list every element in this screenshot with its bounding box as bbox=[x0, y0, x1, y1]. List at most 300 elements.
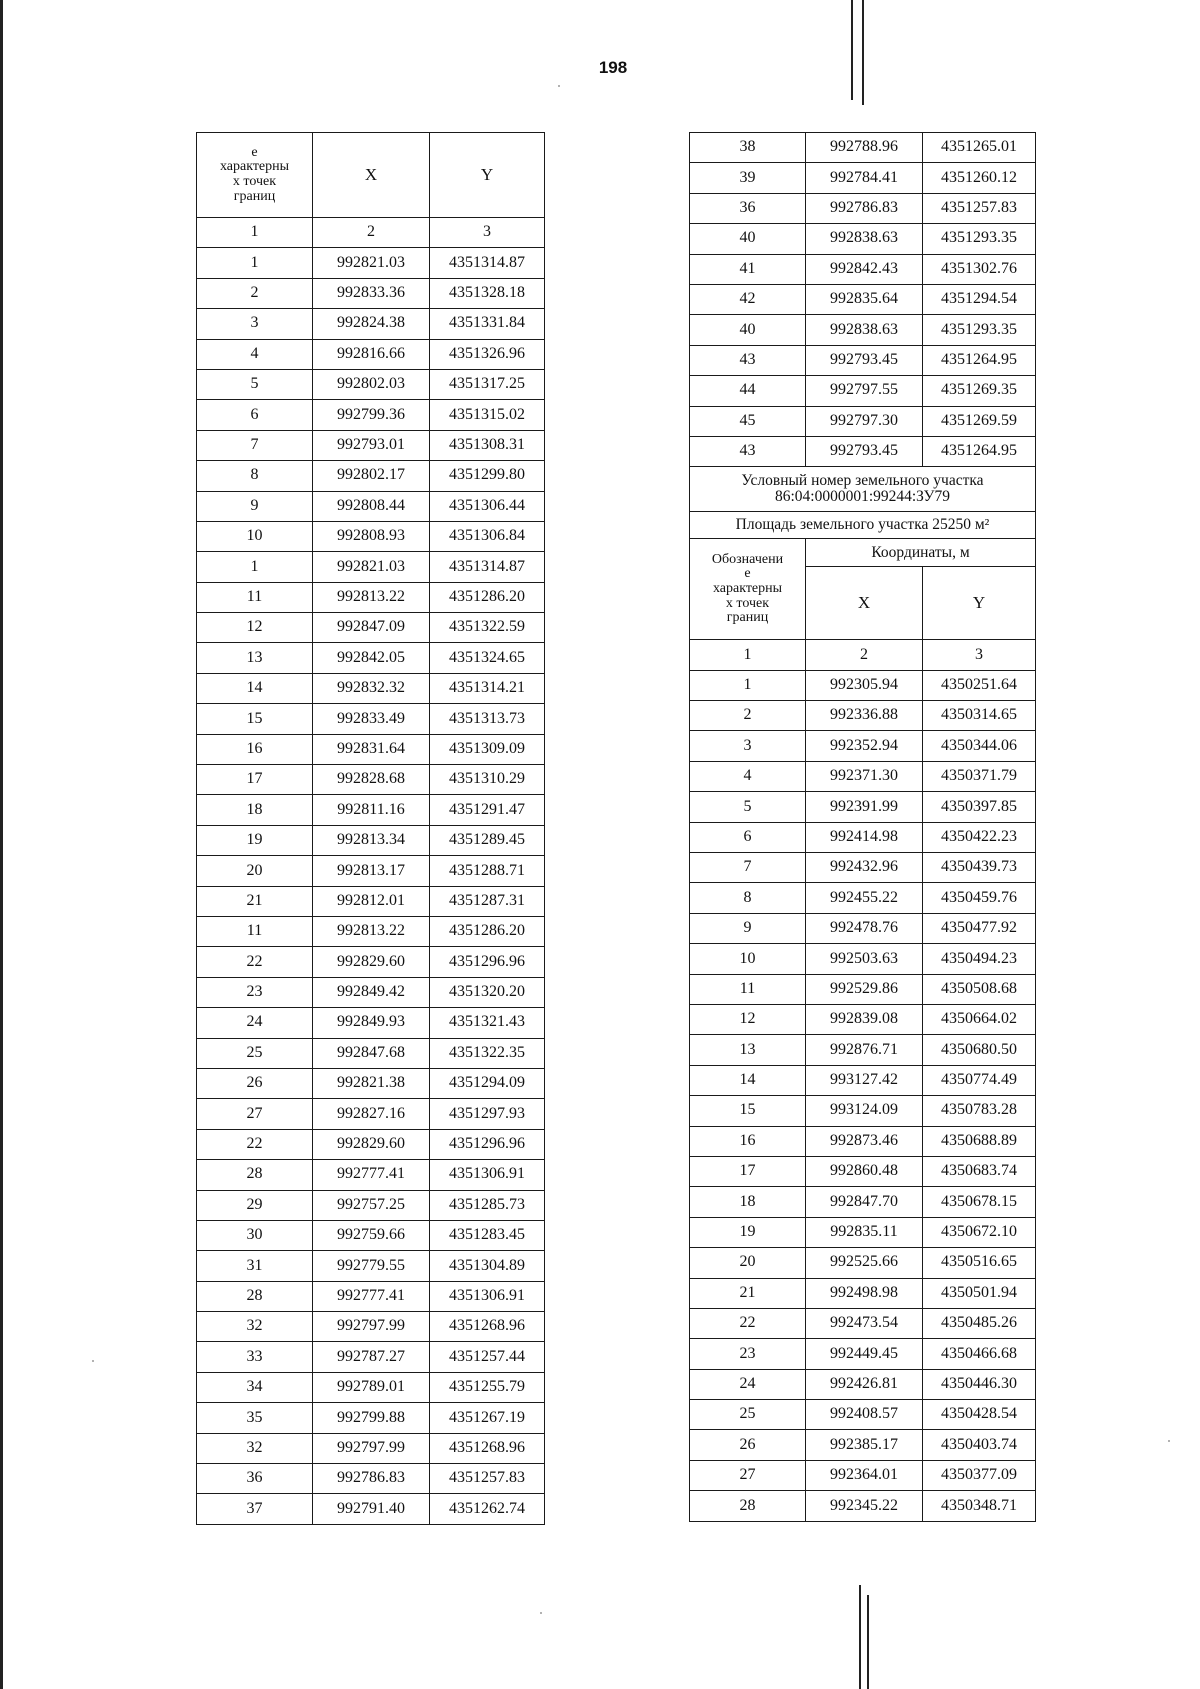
x-coordinate-cell: 992529.86 bbox=[806, 974, 923, 1004]
x-coordinate-cell: 992779.55 bbox=[313, 1251, 430, 1281]
y-coordinate-cell: 4350403.74 bbox=[923, 1430, 1036, 1460]
y-coordinate-cell: 4350501.94 bbox=[923, 1278, 1036, 1308]
x-coordinate-cell: 992345.22 bbox=[806, 1491, 923, 1521]
point-number-cell: 27 bbox=[197, 1099, 313, 1129]
point-number-cell: 29 bbox=[197, 1190, 313, 1220]
table-row bbox=[197, 369, 545, 399]
y-coordinate-cell: 4351293.35 bbox=[923, 224, 1036, 254]
table-row bbox=[197, 795, 545, 825]
x-coordinate-cell: 992352.94 bbox=[806, 731, 923, 761]
y-coordinate-cell: 4350428.54 bbox=[923, 1400, 1036, 1430]
point-number-cell: 28 bbox=[690, 1491, 806, 1521]
table-row bbox=[690, 853, 1036, 883]
x-coordinate-cell: 992838.63 bbox=[806, 224, 923, 254]
point-number-cell: 25 bbox=[690, 1400, 806, 1430]
y-coordinate-cell: 4351306.44 bbox=[430, 491, 545, 521]
table-row bbox=[197, 248, 545, 278]
table-row bbox=[690, 822, 1036, 852]
x-coordinate-cell: 992793.01 bbox=[313, 430, 430, 460]
y-coordinate-cell: 4351267.19 bbox=[430, 1403, 545, 1433]
x-coordinate-cell: 992821.03 bbox=[313, 248, 430, 278]
y-coordinate-cell: 4351285.73 bbox=[430, 1190, 545, 1220]
y-coordinate-cell: 4350783.28 bbox=[923, 1096, 1036, 1126]
point-number-cell: 1 bbox=[197, 552, 313, 582]
point-number-cell: 6 bbox=[690, 822, 806, 852]
column-number: 3 bbox=[430, 218, 545, 248]
table-row bbox=[690, 1187, 1036, 1217]
x-coordinate-cell: 993124.09 bbox=[806, 1096, 923, 1126]
x-coordinate-cell: 992811.16 bbox=[313, 795, 430, 825]
table-row bbox=[197, 1433, 545, 1463]
table-row bbox=[197, 734, 545, 764]
table-row bbox=[197, 1494, 545, 1524]
table-row bbox=[197, 856, 545, 886]
table-row bbox=[690, 345, 1036, 375]
y-coordinate-cell: 4350459.76 bbox=[923, 883, 1036, 913]
x-coordinate-cell: 992829.60 bbox=[313, 947, 430, 977]
x-coordinate-cell: 992408.57 bbox=[806, 1400, 923, 1430]
x-coordinate-cell: 992788.96 bbox=[806, 133, 923, 163]
table-row bbox=[690, 1126, 1036, 1156]
scan-speck bbox=[92, 1360, 94, 1362]
x-coordinate-cell: 992786.83 bbox=[806, 193, 923, 223]
point-number-cell: 39 bbox=[690, 163, 806, 193]
point-number-cell: 31 bbox=[197, 1251, 313, 1281]
y-coordinate-cell: 4351314.21 bbox=[430, 673, 545, 703]
point-number-cell: 41 bbox=[690, 254, 806, 284]
y-coordinate-cell: 4351289.45 bbox=[430, 825, 545, 855]
x-coordinate-cell: 992842.43 bbox=[806, 254, 923, 284]
table-row bbox=[690, 284, 1036, 314]
y-coordinate-cell: 4350314.65 bbox=[923, 701, 1036, 731]
table-row bbox=[197, 1464, 545, 1494]
table-row bbox=[690, 701, 1036, 731]
point-number-cell: 26 bbox=[197, 1068, 313, 1098]
x-coordinate-cell: 992816.66 bbox=[313, 339, 430, 369]
x-coordinate-cell: 992873.46 bbox=[806, 1126, 923, 1156]
x-coordinate-cell: 992503.63 bbox=[806, 944, 923, 974]
table-row bbox=[197, 1129, 545, 1159]
point-number-cell: 16 bbox=[197, 734, 313, 764]
point-number-cell: 18 bbox=[197, 795, 313, 825]
y-coordinate-cell: 4350664.02 bbox=[923, 1004, 1036, 1034]
x-coordinate-cell: 992793.45 bbox=[806, 436, 923, 466]
y-coordinate-cell: 4351264.95 bbox=[923, 436, 1036, 466]
table-row bbox=[690, 1400, 1036, 1430]
y-coordinate-cell: 4350466.68 bbox=[923, 1339, 1036, 1369]
point-number-cell: 36 bbox=[690, 193, 806, 223]
x-coordinate-cell: 992832.32 bbox=[313, 673, 430, 703]
point-number-cell: 44 bbox=[690, 376, 806, 406]
point-number-cell: 33 bbox=[197, 1342, 313, 1372]
table-row bbox=[690, 436, 1036, 466]
x-coordinate-cell: 992797.30 bbox=[806, 406, 923, 436]
table-row bbox=[690, 1096, 1036, 1126]
point-number-cell: 21 bbox=[197, 886, 313, 916]
point-number-cell: 23 bbox=[690, 1339, 806, 1369]
table-row bbox=[197, 1342, 545, 1372]
point-number-cell: 43 bbox=[690, 345, 806, 375]
scan-binding-mark-top-2 bbox=[862, 0, 864, 105]
x-coordinate-cell: 992813.17 bbox=[313, 856, 430, 886]
x-coordinate-cell: 992860.48 bbox=[806, 1156, 923, 1186]
y-coordinate-cell: 4351326.96 bbox=[430, 339, 545, 369]
x-coordinate-cell: 992449.45 bbox=[806, 1339, 923, 1369]
table-row bbox=[197, 704, 545, 734]
point-number-cell: 18 bbox=[690, 1187, 806, 1217]
y-coordinate-cell: 4351294.54 bbox=[923, 284, 1036, 314]
x-coordinate-cell: 992787.27 bbox=[313, 1342, 430, 1372]
point-number-cell: 24 bbox=[197, 1008, 313, 1038]
table-row bbox=[690, 1004, 1036, 1034]
y-coordinate-cell: 4351322.59 bbox=[430, 613, 545, 643]
table-row bbox=[197, 1251, 545, 1281]
table-row bbox=[197, 430, 545, 460]
y-coordinate-cell: 4351286.20 bbox=[430, 582, 545, 612]
point-number-cell: 17 bbox=[690, 1156, 806, 1186]
y-coordinate-cell: 4351314.87 bbox=[430, 248, 545, 278]
table-row bbox=[197, 1099, 545, 1129]
scan-binding-mark-top bbox=[851, 0, 853, 100]
y-coordinate-cell: 4351257.44 bbox=[430, 1342, 545, 1372]
scan-binding-mark-bottom-2 bbox=[867, 1595, 869, 1689]
column-numbers-row bbox=[690, 640, 1036, 670]
x-coordinate-cell: 992847.68 bbox=[313, 1038, 430, 1068]
y-coordinate-cell: 4351320.20 bbox=[430, 977, 545, 1007]
table-row bbox=[690, 761, 1036, 791]
point-number-cell: 4 bbox=[690, 761, 806, 791]
x-coordinate-cell: 992808.44 bbox=[313, 491, 430, 521]
point-number-cell: 22 bbox=[197, 947, 313, 977]
point-number-cell: 7 bbox=[690, 853, 806, 883]
x-coordinate-cell: 992791.40 bbox=[313, 1494, 430, 1524]
table-row bbox=[690, 1369, 1036, 1399]
table-row bbox=[690, 1339, 1036, 1369]
point-number-cell: 1 bbox=[690, 670, 806, 700]
x-coordinate-cell: 993127.42 bbox=[806, 1065, 923, 1095]
x-coordinate-cell: 992525.66 bbox=[806, 1248, 923, 1278]
x-coordinate-cell: 992432.96 bbox=[806, 853, 923, 883]
table-row bbox=[690, 1248, 1036, 1278]
x-coordinate-cell: 992777.41 bbox=[313, 1281, 430, 1311]
table-row bbox=[197, 613, 545, 643]
point-number-cell: 21 bbox=[690, 1278, 806, 1308]
table-row bbox=[690, 133, 1036, 163]
point-number-cell: 20 bbox=[690, 1248, 806, 1278]
point-number-cell: 4 bbox=[197, 339, 313, 369]
y-coordinate-cell: 4351321.43 bbox=[430, 1008, 545, 1038]
table-row bbox=[690, 1217, 1036, 1247]
point-number-cell: 11 bbox=[690, 974, 806, 1004]
table-row bbox=[197, 977, 545, 1007]
y-coordinate-cell: 4351283.45 bbox=[430, 1220, 545, 1250]
table-row bbox=[197, 1403, 545, 1433]
point-number-cell: 22 bbox=[197, 1129, 313, 1159]
table-row bbox=[690, 224, 1036, 254]
table-row bbox=[197, 916, 545, 946]
point-number-cell: 11 bbox=[197, 916, 313, 946]
x-coordinate-cell: 992797.99 bbox=[313, 1312, 430, 1342]
point-number-cell: 10 bbox=[197, 521, 313, 551]
y-coordinate-cell: 4350377.09 bbox=[923, 1460, 1036, 1490]
parcel-area-caption: Площадь земельного участка 25250 м² bbox=[690, 512, 1036, 539]
point-number-cell: 40 bbox=[690, 224, 806, 254]
x-coordinate-cell: 992833.49 bbox=[313, 704, 430, 734]
point-designation-header: е характерны х точек границ bbox=[197, 133, 313, 218]
y-coordinate-cell: 4350397.85 bbox=[923, 792, 1036, 822]
table-row bbox=[690, 1156, 1036, 1186]
table-row bbox=[197, 400, 545, 430]
x-coordinate-cell: 992813.34 bbox=[313, 825, 430, 855]
table-row bbox=[690, 974, 1036, 1004]
y-coordinate-cell: 4351287.31 bbox=[430, 886, 545, 916]
y-coordinate-cell: 4350477.92 bbox=[923, 913, 1036, 943]
table-row bbox=[197, 1372, 545, 1402]
point-number-cell: 40 bbox=[690, 315, 806, 345]
x-coordinate-cell: 992812.01 bbox=[313, 886, 430, 916]
scan-speck bbox=[558, 85, 560, 87]
table-row bbox=[197, 643, 545, 673]
x-coordinate-cell: 992847.09 bbox=[313, 613, 430, 643]
x-coordinate-cell: 992802.17 bbox=[313, 461, 430, 491]
point-number-cell: 38 bbox=[690, 133, 806, 163]
y-coordinate-cell: 4350348.71 bbox=[923, 1491, 1036, 1521]
y-coordinate-cell: 4351308.31 bbox=[430, 430, 545, 460]
point-number-cell: 6 bbox=[197, 400, 313, 430]
point-number-cell: 3 bbox=[197, 309, 313, 339]
point-number-cell: 32 bbox=[197, 1433, 313, 1463]
point-number-cell: 16 bbox=[690, 1126, 806, 1156]
x-coordinate-cell: 992821.38 bbox=[313, 1068, 430, 1098]
y-coordinate-cell: 4351294.09 bbox=[430, 1068, 545, 1098]
point-number-cell: 24 bbox=[690, 1369, 806, 1399]
point-number-cell: 28 bbox=[197, 1160, 313, 1190]
point-number-cell: 15 bbox=[690, 1096, 806, 1126]
point-number-cell: 15 bbox=[197, 704, 313, 734]
y-coordinate-cell: 4350371.79 bbox=[923, 761, 1036, 791]
point-number-cell: 32 bbox=[197, 1312, 313, 1342]
table-row bbox=[197, 1160, 545, 1190]
y-coordinate-cell: 4351306.91 bbox=[430, 1281, 545, 1311]
point-number-cell: 45 bbox=[690, 406, 806, 436]
y-coordinate-cell: 4351314.87 bbox=[430, 552, 545, 582]
table-row bbox=[197, 765, 545, 795]
y-coordinate-cell: 4351265.01 bbox=[923, 133, 1036, 163]
point-number-cell: 36 bbox=[197, 1464, 313, 1494]
table-row bbox=[197, 1220, 545, 1250]
x-coordinate-cell: 992824.38 bbox=[313, 309, 430, 339]
column-number: 2 bbox=[313, 218, 430, 248]
y-coordinate-cell: 4351268.96 bbox=[430, 1312, 545, 1342]
point-number-cell: 12 bbox=[197, 613, 313, 643]
table-row bbox=[197, 278, 545, 308]
y-coordinate-cell: 4350672.10 bbox=[923, 1217, 1036, 1247]
table-row bbox=[197, 1312, 545, 1342]
y-coordinate-cell: 4351306.84 bbox=[430, 521, 545, 551]
table-row bbox=[197, 825, 545, 855]
y-coordinate-cell: 4351331.84 bbox=[430, 309, 545, 339]
table-row bbox=[690, 670, 1036, 700]
point-number-cell: 43 bbox=[690, 436, 806, 466]
table-row bbox=[690, 1430, 1036, 1460]
y-coordinate-cell: 4350494.23 bbox=[923, 944, 1036, 974]
y-coordinate-cell: 4351306.91 bbox=[430, 1160, 545, 1190]
y-coordinate-cell: 4351293.35 bbox=[923, 315, 1036, 345]
point-number-cell: 1 bbox=[197, 248, 313, 278]
x-coordinate-cell: 992371.30 bbox=[806, 761, 923, 791]
y-coordinate-cell: 4350516.65 bbox=[923, 1248, 1036, 1278]
x-coordinate-cell: 992849.42 bbox=[313, 977, 430, 1007]
x-coordinate-cell: 992478.76 bbox=[806, 913, 923, 943]
table-row bbox=[197, 491, 545, 521]
y-coordinate-cell: 4351317.25 bbox=[430, 369, 545, 399]
point-number-cell: 14 bbox=[690, 1065, 806, 1095]
x-coordinate-cell: 992757.25 bbox=[313, 1190, 430, 1220]
scan-speck bbox=[1168, 1440, 1170, 1442]
table-row bbox=[197, 673, 545, 703]
table-row bbox=[197, 886, 545, 916]
x-coordinate-cell: 992847.70 bbox=[806, 1187, 923, 1217]
y-coordinate-cell: 4350678.15 bbox=[923, 1187, 1036, 1217]
y-coordinate-cell: 4351296.96 bbox=[430, 1129, 545, 1159]
parcel-number-caption: Условный номер земельного участка 86:04:0000001:99244:ЗУ79 bbox=[690, 467, 1036, 512]
x-coordinate-cell: 992784.41 bbox=[806, 163, 923, 193]
point-number-cell: 26 bbox=[690, 1430, 806, 1460]
parcel-number-row bbox=[690, 467, 1036, 512]
y-coordinate-cell: 4351264.95 bbox=[923, 345, 1036, 375]
table-row bbox=[690, 1278, 1036, 1308]
table-row bbox=[690, 1460, 1036, 1490]
coordinates-table-left bbox=[196, 132, 545, 1525]
table-row bbox=[197, 521, 545, 551]
table-row bbox=[197, 947, 545, 977]
point-number-cell: 8 bbox=[197, 461, 313, 491]
table-row bbox=[197, 461, 545, 491]
x-coordinate-cell: 992831.64 bbox=[313, 734, 430, 764]
x-coordinate-cell: 992786.83 bbox=[313, 1464, 430, 1494]
y-coordinate-cell: 4350774.49 bbox=[923, 1065, 1036, 1095]
point-number-cell: 35 bbox=[197, 1403, 313, 1433]
y-coordinate-cell: 4351297.93 bbox=[430, 1099, 545, 1129]
point-number-cell: 10 bbox=[690, 944, 806, 974]
x-coordinate-cell: 992833.36 bbox=[313, 278, 430, 308]
column-number: 1 bbox=[690, 640, 806, 670]
x-coordinate-cell: 992498.98 bbox=[806, 1278, 923, 1308]
point-number-cell: 42 bbox=[690, 284, 806, 314]
x-coordinate-cell: 992414.98 bbox=[806, 822, 923, 852]
table-row bbox=[690, 944, 1036, 974]
y-coordinate-cell: 4351260.12 bbox=[923, 163, 1036, 193]
point-number-cell: 17 bbox=[197, 765, 313, 795]
y-coordinate-cell: 4350508.68 bbox=[923, 974, 1036, 1004]
scan-binding-mark-bottom bbox=[859, 1585, 861, 1689]
y-coordinate-cell: 4350446.30 bbox=[923, 1369, 1036, 1399]
x-coordinate-cell: 992391.99 bbox=[806, 792, 923, 822]
table-row bbox=[690, 1035, 1036, 1065]
coordinates-header: Координаты, м bbox=[806, 539, 1036, 567]
x-coordinate-cell: 992813.22 bbox=[313, 916, 430, 946]
table-row bbox=[690, 376, 1036, 406]
y-column-header: Y bbox=[430, 133, 545, 218]
y-coordinate-cell: 4351257.83 bbox=[430, 1464, 545, 1494]
point-number-cell: 9 bbox=[197, 491, 313, 521]
point-designation-header: Обозначени е характерны х точек границ bbox=[690, 539, 806, 640]
table-row bbox=[197, 1068, 545, 1098]
point-number-cell: 8 bbox=[690, 883, 806, 913]
x-coordinate-cell: 992797.99 bbox=[313, 1433, 430, 1463]
x-column-header: X bbox=[313, 133, 430, 218]
x-coordinate-cell: 992839.08 bbox=[806, 1004, 923, 1034]
point-number-cell: 19 bbox=[197, 825, 313, 855]
table-header-row bbox=[197, 133, 545, 218]
y-coordinate-cell: 4351304.89 bbox=[430, 1251, 545, 1281]
y-coordinate-cell: 4351296.96 bbox=[430, 947, 545, 977]
y-column-header: Y bbox=[923, 567, 1036, 640]
y-coordinate-cell: 4351268.96 bbox=[430, 1433, 545, 1463]
x-coordinate-cell: 992799.88 bbox=[313, 1403, 430, 1433]
x-coordinate-cell: 992808.93 bbox=[313, 521, 430, 551]
y-coordinate-cell: 4351309.09 bbox=[430, 734, 545, 764]
x-coordinate-cell: 992364.01 bbox=[806, 1460, 923, 1490]
point-number-cell: 13 bbox=[197, 643, 313, 673]
y-coordinate-cell: 4351288.71 bbox=[430, 856, 545, 886]
table-row bbox=[197, 309, 545, 339]
point-number-cell: 19 bbox=[690, 1217, 806, 1247]
point-number-cell: 5 bbox=[690, 792, 806, 822]
y-coordinate-cell: 4350683.74 bbox=[923, 1156, 1036, 1186]
point-number-cell: 13 bbox=[690, 1035, 806, 1065]
x-coordinate-cell: 992876.71 bbox=[806, 1035, 923, 1065]
table-row bbox=[690, 315, 1036, 345]
x-coordinate-cell: 992473.54 bbox=[806, 1308, 923, 1338]
point-number-cell: 23 bbox=[197, 977, 313, 1007]
table-row bbox=[197, 1281, 545, 1311]
column-number: 2 bbox=[806, 640, 923, 670]
y-coordinate-cell: 4351324.65 bbox=[430, 643, 545, 673]
point-number-cell: 5 bbox=[197, 369, 313, 399]
x-coordinate-cell: 992455.22 bbox=[806, 883, 923, 913]
point-number-cell: 3 bbox=[690, 731, 806, 761]
y-coordinate-cell: 4351322.35 bbox=[430, 1038, 545, 1068]
parcel-area-row bbox=[690, 512, 1036, 539]
y-coordinate-cell: 4351255.79 bbox=[430, 1372, 545, 1402]
y-coordinate-cell: 4351299.80 bbox=[430, 461, 545, 491]
x-coordinate-cell: 992842.05 bbox=[313, 643, 430, 673]
point-number-cell: 28 bbox=[197, 1281, 313, 1311]
table-row bbox=[690, 1308, 1036, 1338]
y-coordinate-cell: 4351257.83 bbox=[923, 193, 1036, 223]
x-column-header: X bbox=[806, 567, 923, 640]
y-coordinate-cell: 4351302.76 bbox=[923, 254, 1036, 284]
y-coordinate-cell: 4351269.35 bbox=[923, 376, 1036, 406]
y-coordinate-cell: 4350439.73 bbox=[923, 853, 1036, 883]
column-numbers-row bbox=[197, 218, 545, 248]
point-number-cell: 2 bbox=[690, 701, 806, 731]
x-coordinate-cell: 992835.64 bbox=[806, 284, 923, 314]
x-coordinate-cell: 992838.63 bbox=[806, 315, 923, 345]
table-row bbox=[197, 582, 545, 612]
y-coordinate-cell: 4350485.26 bbox=[923, 1308, 1036, 1338]
scan-edge-left bbox=[0, 0, 3, 1689]
point-number-cell: 2 bbox=[197, 278, 313, 308]
point-number-cell: 20 bbox=[197, 856, 313, 886]
column-number: 1 bbox=[197, 218, 313, 248]
y-coordinate-cell: 4351286.20 bbox=[430, 916, 545, 946]
x-coordinate-cell: 992849.93 bbox=[313, 1008, 430, 1038]
table-row bbox=[690, 193, 1036, 223]
x-coordinate-cell: 992759.66 bbox=[313, 1220, 430, 1250]
table-header-row bbox=[690, 539, 1036, 567]
